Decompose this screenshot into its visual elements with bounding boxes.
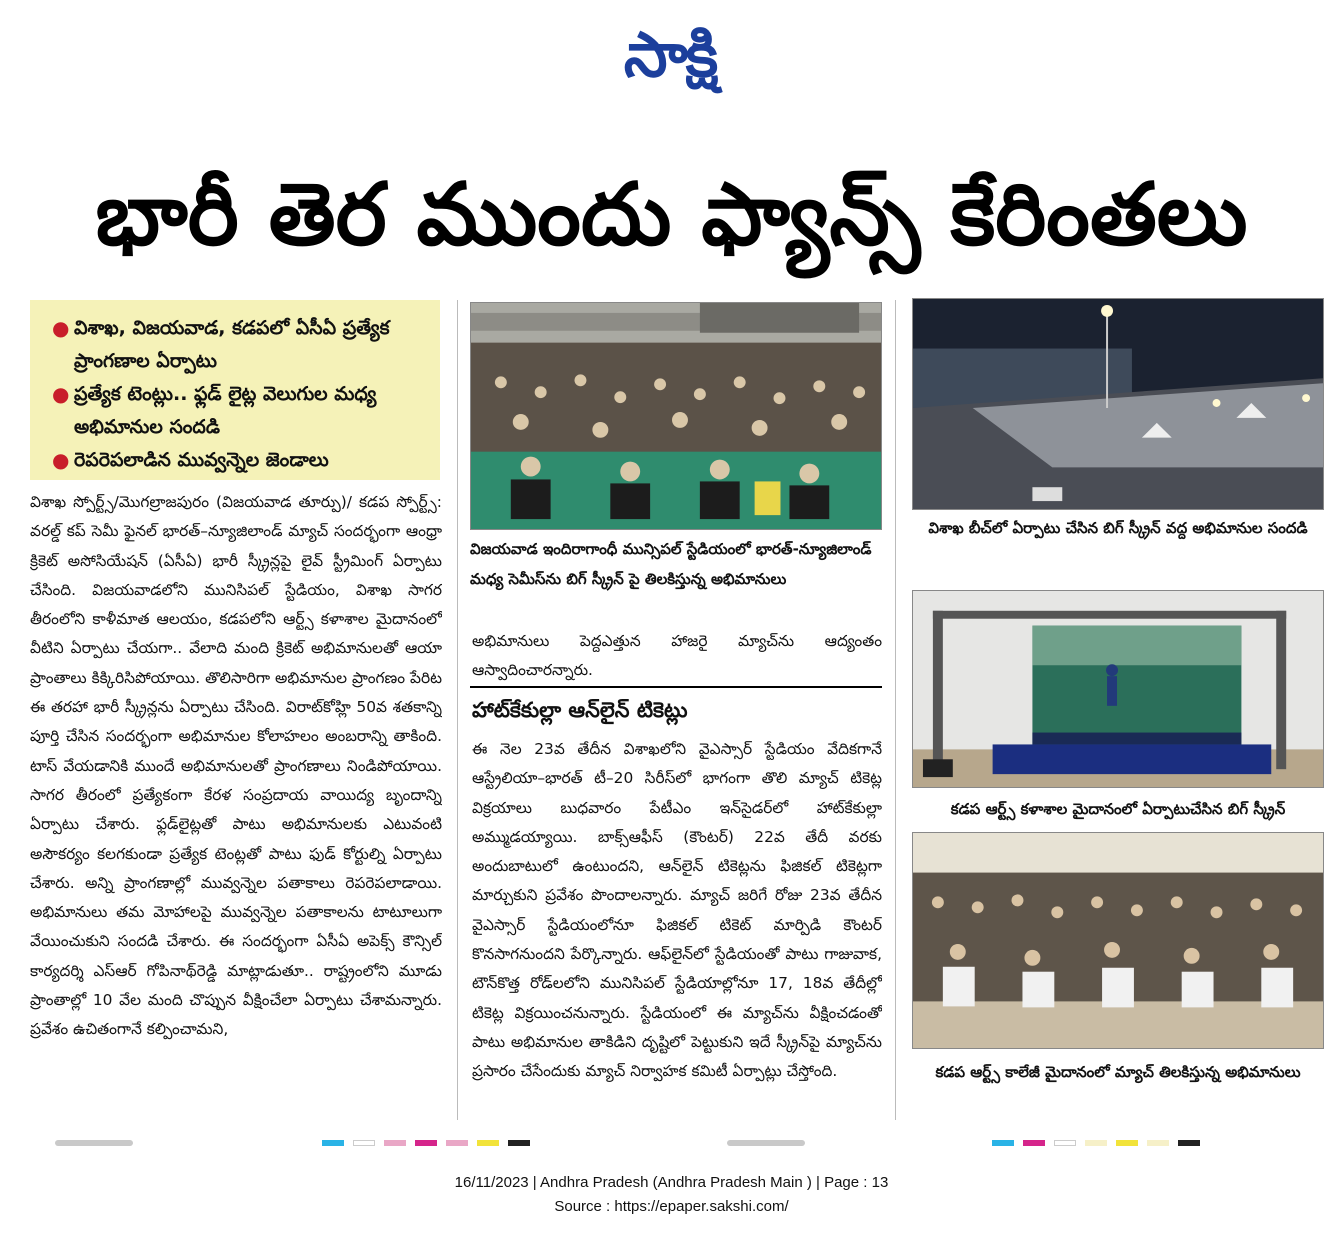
kadapa-crowd-photo (912, 832, 1324, 1049)
highlight-item (52, 444, 428, 477)
crowd-image-icon (471, 303, 881, 529)
footer-source-line: Source : https://epaper.sakshi.com/ (554, 1198, 789, 1215)
color-registration-bar (992, 1140, 1209, 1146)
headline: భారీ తెర ముందు ఫ్యాన్స్ కేరింతలు (95, 165, 1248, 265)
registration-pill (727, 1140, 805, 1146)
vizag-beach-photo (912, 298, 1324, 510)
main-article-body (30, 488, 442, 1118)
main-article-continuation (472, 627, 882, 686)
kadapa-screen-caption: కడప ఆర్ట్స్ కళాశాల మైదానంలో ఏర్పాటుచేసిన బిగ్ స్క్రీన్ (950, 800, 1286, 818)
vijayawada-photo-caption: విజయవాడ ఇందిరాగాంధీ మున్సిపల్ స్టేడియంలో భారత్-న్యూజిలాండ్ మధ్య సెమీస్‌ను బిగ్ స్క్రీన్ పై తిలకిస్తున్న అభిమానులు (470, 540, 872, 588)
highlights-box (30, 300, 440, 480)
second-article-body (472, 735, 882, 1120)
continuation-text: అభిమానులు పెద్దఎత్తున హాజరై మ్యాచ్‌ను ఆద్యంతం ఆస్వాదించారన్నారు. (472, 632, 882, 680)
highlight-text: రెపరెపలాడిన మువ్వన్నెల జెండాలు (74, 449, 329, 471)
main-article-text: విశాఖ స్పోర్ట్స్/మొగల్రాజపురం (విజయవాడ తూర్పు)/ కడప స్పోర్ట్స్: వరల్డ్ కప్ సెమీ ఫైనల్ భారత్–న్యూజిలాండ్ మ్యాచ్ సందర్భంగా ఆంధ్రా క్రికెట్ అసోసియేషన్ (ఏసీఏ) భారీ స్క్రీన్లపై లైవ్ స్ట్రీమింగ్ ఏర్పాటు చేసింది. విజయవాడలోని మునిసిపల్ స్టేడియం, విశాఖ సాగర తీరంలోని కాళీమాత ఆలయం, కడపలోని ఆర్ట్స్ కళాశాల మైదానంలో వీటిని ఏర్పాటు చేయగా.. వేలాది మంది క్రికెట్ అభిమానులతో ఆయా ప్రాంతాలు కిక్కిరిసిపోయాయి. తొలిసారిగా అభిమానుల ప్రాంగణం పేరిట ఈ తరహా భారీ స్క్రీన్లను ఏర్పాటు చేసింది. విరాట్‌కోహ్లి 50వ శతకాన్ని పూర్తి చేసిన సందర్భంగా అభిమానుల కోలాహలం అంబరాన్ని తాకింది. టాస్ వేయడానికి ముందే అభిమానులతో ప్రాంగణాలు నిండిపోయాయి. సాగర తీరంలో ప్రత్యేకంగా కేరళ సంప్రదాయ వాయిద్య బృందాన్ని ఏర్పాటు చేశారు. ఫ్లడ్‌లైట్లతో పాటు అభిమానులకు ఎటువంటి అసౌకర్యం కలగకుండా ప్రత్యేక టెంట్లతో పాటు ఫుడ్ కోర్టుల్ని ఏర్పాటు చేశారు. అన్ని ప్రాంగణాల్లో మువ్వన్నెల పతాకాలు రెపరెపలాడాయి. అభిమానులు తమ మోహాలపై మువ్వన్నెల పతాకాలను టాటూలుగా వేయించుకుని సందడి చేశారు. ఈ సందర్భంగా ఏసీఏ అపెక్స్ కౌన్సిల్ కార్యదర్శి ఎస్ఆర్ గోపినాథ్‌రెడ్డి మాట్లాడుతూ.. రాష్ట్రంలోని మూడు ప్రాంతాల్లో 10 వేల మంది చొప్పున వీక్షించేలా ఏర్పాటు చేశామన్నారు. ప్రవేశం ఉచితంగానే కల్పించామని, (30, 493, 442, 1039)
bullet-icon: ● (52, 382, 70, 406)
vizag-photo-caption: విశాఖ బీచ్‌లో ఏర్పాటు చేసిన బిగ్ స్క్రీన్ వద్ద అభిమానుల సందడి (928, 519, 1308, 537)
bullet-icon: ● (52, 316, 70, 340)
color-registration-bar (322, 1140, 539, 1146)
vijayawada-crowd-photo (470, 302, 882, 530)
big-screen-image-icon (913, 591, 1323, 787)
bullet-icon: ● (52, 448, 70, 472)
subhead-rule (470, 686, 882, 688)
column-divider (457, 300, 458, 1120)
kadapa-big-screen-photo (912, 590, 1324, 788)
kadapa-crowd-caption: కడప ఆర్ట్స్ కాలేజీ మైదానంలో మ్యాచ్ తిలకిస్తున్న అభిమానులు (935, 1063, 1301, 1081)
highlight-item (52, 312, 428, 378)
highlight-text: ప్రత్యేక టెంట్లు.. ఫ్లడ్ లైట్ల వెలుగుల మధ్య అభిమానుల సందడి (74, 383, 377, 438)
beach-night-image-icon (913, 299, 1323, 509)
second-article-subhead: హాట్‌కేకుల్లా ఆన్‌లైన్ టికెట్లు (472, 698, 688, 722)
highlight-item (52, 378, 428, 444)
second-article-text: ఈ నెల 23వ తేదీన విశాఖలోని వైఎస్సార్ స్టేడియం వేదికగానే ఆస్ట్రేలియా–భారత్ టీ–20 సిరీస్‌లో భాగంగా తొలి మ్యాచ్ టికెట్ల విక్రయాలు బుధవారం పేటీఎం ఇన్‌సైడర్‌లో హాట్‌కేకుల్లా అమ్ముడయ్యాయి. బాక్స్‌ఆఫీస్ (కౌంటర్) 22వ తేదీ వరకు అందుబాటులో ఉంటుందని, ఆన్‌లైన్ టికెట్లను ఫిజికల్ టికెట్లగా మార్చుకుని ప్రవేశం పొందాలన్నారు. మ్యాచ్ జరిగే రోజు 23వ తేదీన వైఎస్సార్ స్టేడియంలోనూ ఫిజికల్ టికెట్ మార్పిడి కౌంటర్ కొనసాగనుందని పేర్కొన్నారు. ఆఫ్‌లైన్‌లో స్టేడియంతో పాటు గాజువాక, టౌన్‌కొత్త రోడ్‌లలోని మునిసిపల్ స్టేడియాల్లోనూ 17, 18వ తేదీల్లో టికెట్ల విక్రయించనున్నారు. స్టేడియంలో ఈ మ్యాచ్‌ను వీక్షించడంతో పాటు అభిమానుల తాకిడిని దృష్టిలో పెట్టుకుని ఇదే స్క్రీన్‌పై మ్యాచ్‌ను ప్రసారం చేసేందుకు మ్యాచ్ నిర్వాహక కమిటీ ఏర్పాట్లు చేస్తోంది. (472, 740, 882, 1081)
highlight-text: విశాఖ, విజయవాడ, కడపలో ఏసీఏ ప్రత్యేక ప్రాంగణాల ఏర్పాటు (74, 317, 390, 372)
newspaper-logo: సాక్షి (623, 18, 717, 91)
footer-date-line: 16/11/2023 | Andhra Pradesh (Andhra Pradesh Main ) | Page : 13 (454, 1174, 889, 1191)
column-divider (895, 300, 896, 1120)
crowd-image-icon (913, 833, 1323, 1048)
registration-pill (55, 1140, 133, 1146)
